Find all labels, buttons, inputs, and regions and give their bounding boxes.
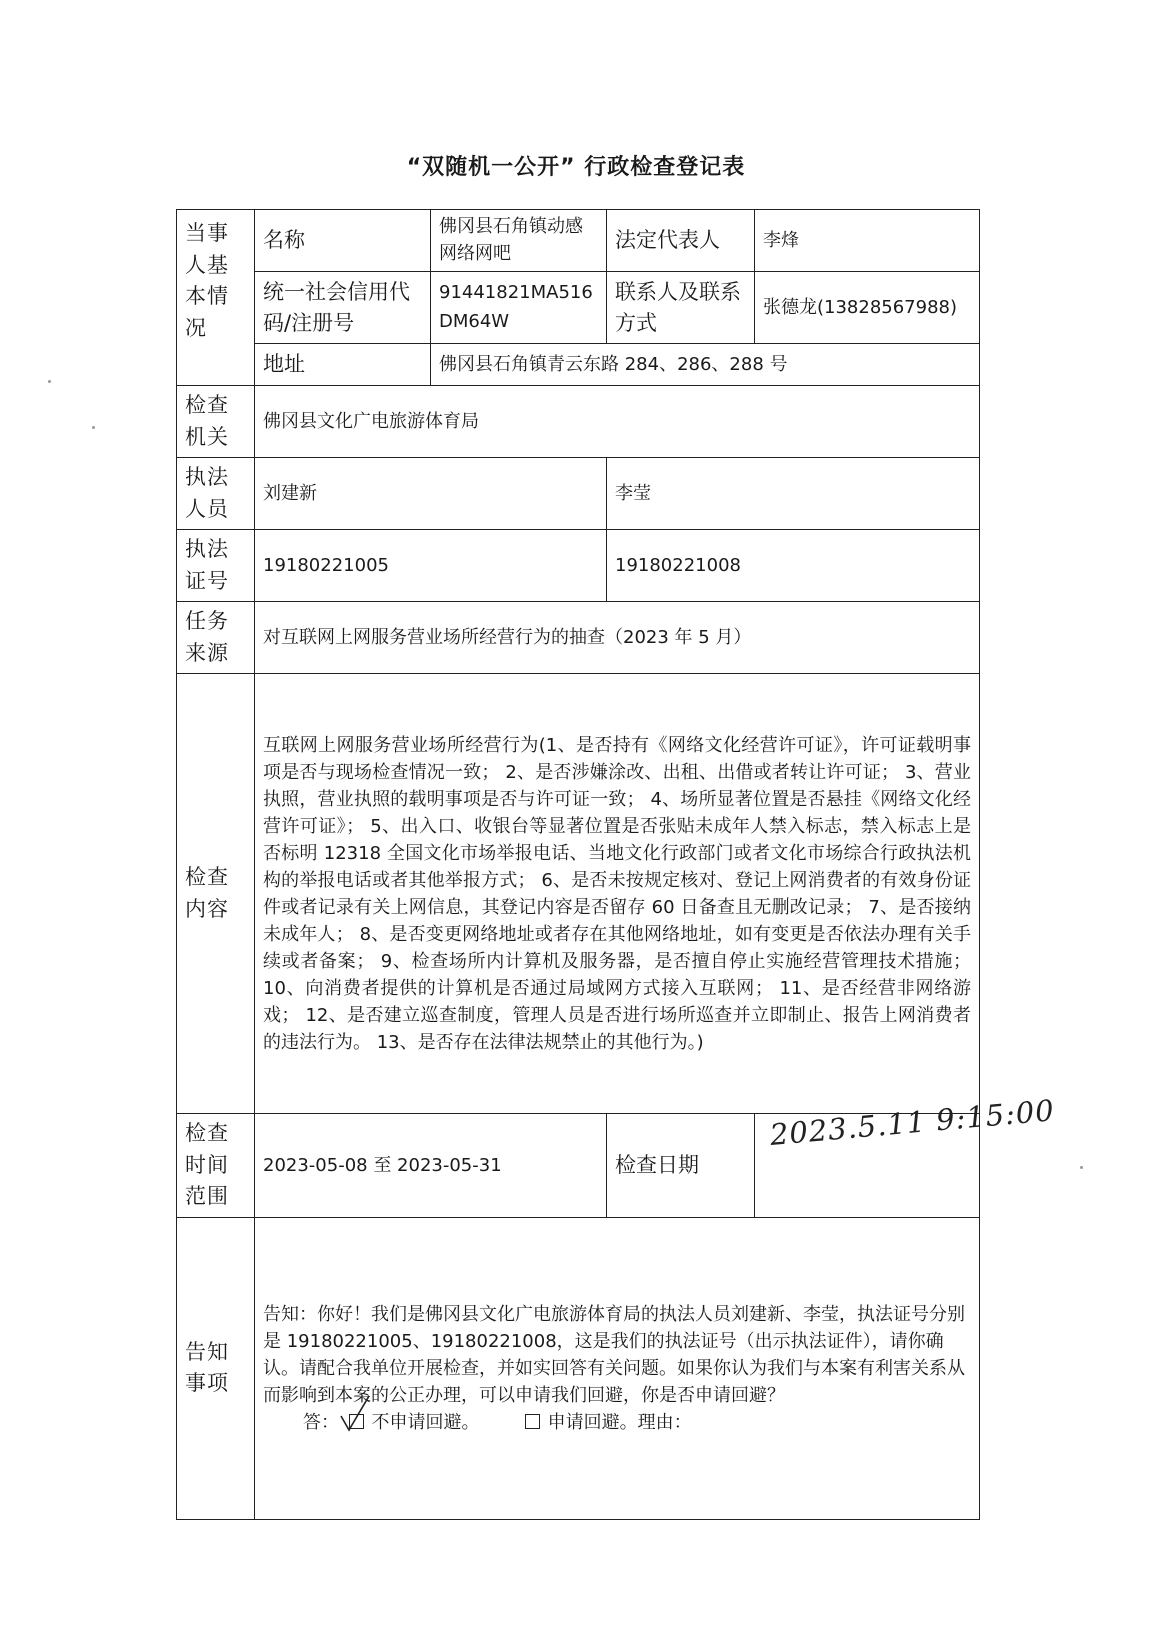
officers-label: 执法人员 [177,458,255,530]
task-source-label: 任务来源 [177,602,255,674]
answer-prefix: 答： [303,1411,339,1433]
notice-text: 告知：你好！我们是佛冈县文化广电旅游体育局的执法人员刘建新、李莹，执法证号分别是 19180221005、19180221008，这是我们的执法证号（出示执法证件），请你确认。请配合我单位开展检查，并如实回答有关问题。如果你认为我们与本案有利害关系从而影响到本案的公正办理，可以申请我们回避，你是否申请回避？ [263,1303,965,1406]
officer-2: 李莹 [607,458,980,530]
officer-1: 刘建新 [255,458,607,530]
cert-number-1: 19180221005 [255,530,607,602]
recusal-option: 申请回避。理由： [547,1411,692,1433]
inspection-date-label: 检查日期 [607,1114,755,1218]
legal-rep-value: 李烽 [755,210,980,272]
agency-value: 佛冈县文化广电旅游体育局 [255,386,980,458]
party-section-label: 当事人基本情况 [177,210,255,386]
credit-code-label: 统一社会信用代码/注册号 [255,272,431,344]
address-value: 佛冈县石角镇青云东路 284、286、288 号 [431,344,980,386]
name-label: 名称 [255,210,431,272]
notice-label: 告知事项 [177,1217,255,1519]
time-range-value: 2023-05-08 至 2023-05-31 [255,1114,607,1218]
inspection-form-table [176,209,980,1520]
name-value: 佛冈县石角镇动感网络网吧 [431,210,607,272]
contact-value: 张德龙(13828567988) [755,272,980,344]
no-recusal-option: 不申请回避。 [371,1411,480,1433]
scan-speck [48,380,51,383]
cert-number-2: 19180221008 [607,530,980,602]
agency-label: 检查机关 [177,386,255,458]
notice-content [255,1217,980,1519]
task-source-value: 对互联网上网服务营业场所经营行为的抽查（2023 年 5 月） [255,602,980,674]
handwritten-inspection-date: 2023.5.11 9:15:00 [768,1093,1057,1152]
content-value: 互联网上网服务营业场所经营行为(1、是否持有《网络文化经营许可证》，许可证载明事项是否与现场检查情况一致； 2、是否涉嫌涂改、出租、出借或者转让许可证； 3、营业执照，营业执照的载明事项是否与许可证一致； 4、场所显著位置是否悬挂《网络文化经营许可证》； 5、出入口、收银台等显著位置是否张贴未成年人禁入标志，禁入标志上是否标明 12318 全国文化市场举报电话、当地文化行政部门或者文化市场综合行政执法机构的举报电话或者其他举报方式； 6、是否未按规定核对、登记上网消费者的有效身份证件或者记录有关上网信息，其登记内容是否留存 60 日备查且无删改记录； 7、是否接纳未成年人； 8、是否变更网络地址或者存在其他网络地址，如有变更是否依法办理有关手续或者备案； 9、检查场所内计算机及服务器，是否擅自停止实施经营管理技术措施； 10、向消费者提供的计算机是否通过局域网方式接入互联网； 11、是否经营非网络游戏； 12、是否建立巡查制度，管理人员是否进行场所巡查并立即制止、报告上网消费者的违法行为。 13、是否存在法律法规禁止的其他行为。) [255,674,980,1114]
credit-code-value: 91441821MA516DM64W [431,272,607,344]
contact-label: 联系人及联系方式 [607,272,755,344]
content-label: 检查内容 [177,674,255,1114]
form-title: “双随机一公开” 行政检查登记表 [406,155,746,180]
reply-line [263,1409,971,1436]
legal-rep-label: 法定代表人 [607,210,755,272]
scan-speck [92,426,95,429]
cert-numbers-label: 执法证号 [177,530,255,602]
scan-speck [1080,1166,1083,1169]
recusal-checkbox[interactable] [525,1414,540,1429]
time-range-label: 检查时间范围 [177,1114,255,1218]
address-label: 地址 [255,344,431,386]
